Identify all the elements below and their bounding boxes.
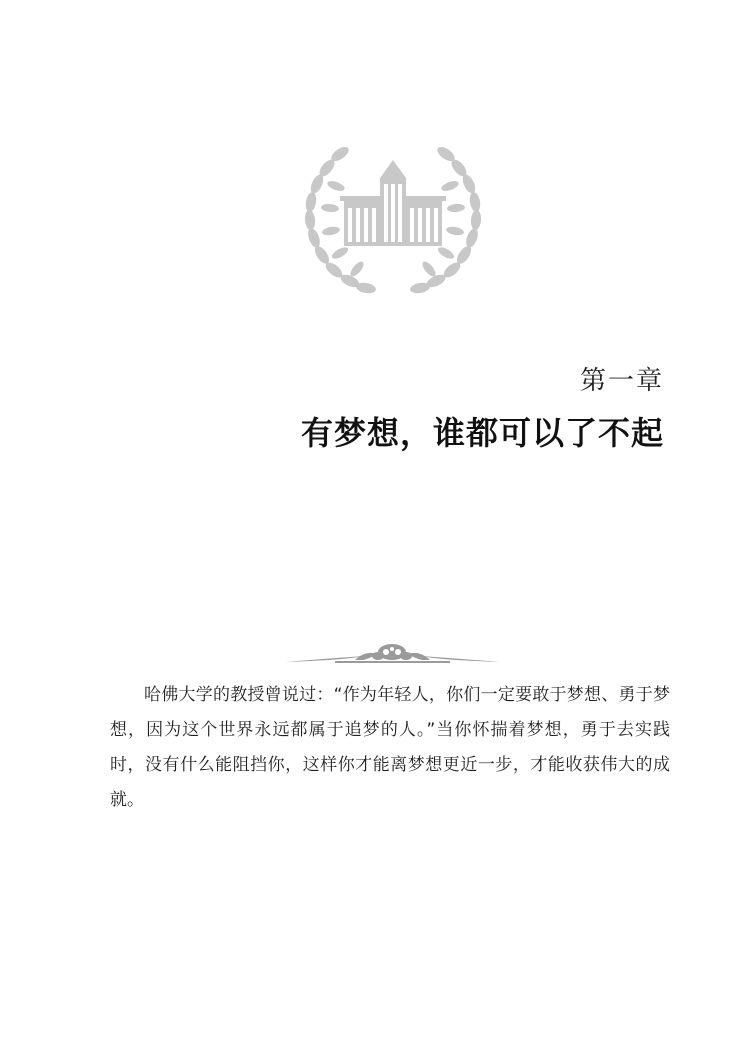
university-building-laurel-icon xyxy=(300,126,486,298)
intro-paragraph: 哈佛大学的教授曾说过：“作为年轻人，你们一定要敢于梦想、勇于梦想，因为这个世界永远都属于追梦的人。”当你怀揣着梦想，勇于去实践时，没有什么能阻挡你，这样你才能离梦想更近一步，才能收获伟大的成就。 xyxy=(110,685,670,810)
chapter-title: 有梦想，谁都可以了不起 xyxy=(300,414,664,452)
chapter-number: 第一章 xyxy=(579,366,664,396)
ornamental-divider-icon xyxy=(285,640,500,674)
